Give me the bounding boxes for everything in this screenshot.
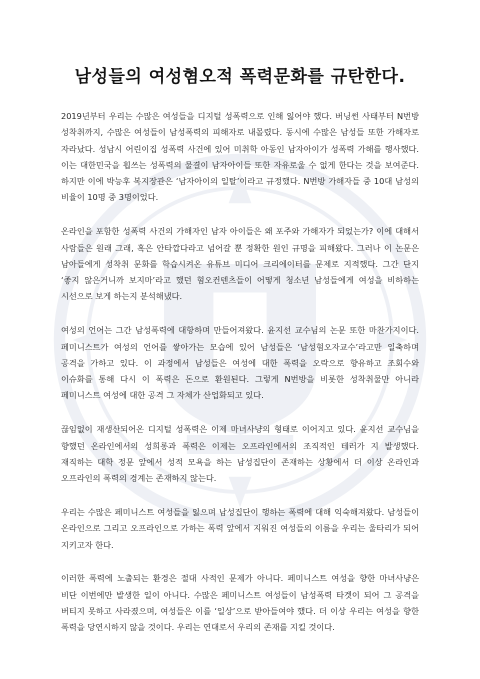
- paragraph-4: 끊임없이 재생산되어온 디지털 성폭력은 이제 마녀사냥의 형태로 이어지고 있다. 윤지선 교수님을 향했던 온라인에서의 성희롱과 폭력은 이제는 오프라인에서의 조직적인 테러가 지 발생했다. 재직하는 대학 정문 앞에서 성적 모욕을 하는 남성집단이 존재하는 상황에서 더 이상 온라인과 오프라인의 폭력의 경계는 존재하지 않는다.: [61, 424, 419, 484]
- paragraph-1: 2019년부터 우리는 수많은 여성들을 디지털 성폭력으로 인해 잃어야 했다. 버닝썬 사태부터 N번방 성착취까지, 수많은 여성들이 남성폭력의 피해자로 내몰렸다. 동시에 수많은 남성들 또한 가해자로 자라났다. 성남시 어린이집 성폭력 사건에 있어 미취학 아동인 남자아이가 성폭력 가해를 행사했다. 이는 대한민국을 휩쓰는 성폭력의 물결이 남자아이들 또한 자유로울 수 없게 한다는 것을 보여준다. 하지만 이에 박능후 복지장관은 ‘남자아이의 일탈’이라고 규정했다. N번방 가해자들 중 10대 남성의 비율이 10명 중 3명이었다.: [61, 111, 419, 203]
- paragraph-5: 우리는 수많은 페미니스트 여성들을 잃으며 남성집단이 행하는 폭력에 대해 익숙해져왔다. 남성들이 온라인으로 그리고 오프라인으로 가하는 폭력 앞에서 지워진 여성들의 이름을 우리는 울타리가 되어 지키고자 한다.: [61, 506, 419, 550]
- document-body: [61, 108, 419, 653]
- paragraph-3: 여성의 언어는 그간 남성폭력에 대항하며 만들어져왔다. 윤지선 교수님의 논문 또한 마찬가지이다. 페미니스트가 여성의 언어를 쌓아가는 모습에 있어 남성들은 ‘남성혐오자교수’라고만 일축하며 공격을 가하고 있다. 이 과정에서 남성들은 여성에 대한 폭력을 오락으로 향유하고 조회수와 이슈화를 통해 다시 이 폭력은 돈으로 환원된다. 그렇게 N번방을 비롯한 성착취물만 아니라 페미니스트 여성에 대한 공격 그 자체가 산업화되고 있다.: [61, 325, 419, 401]
- paragraph-2: 온라인을 포함한 성폭력 사건의 가해자인 남자 아이들은 왜 포주와 가해자가 되었는가? 이에 대해서 사람들은 원래 그래, 혹은 안타깝다라고 넘어갈 뿐 정확한 원인 규명을 피해왔다. 그러나 이 논문은 남아들에게 성착취 문화를 학습시켜온 유튜브 미디어 크리에이터를 문제로 지적했다. 그간 단지 ‘좋지 않은거니까 보지마’라고 했던 혐오컨텐츠들이 어떻게 청소년 남성들에게 여성을 비하하는 시선으로 보게 하는지 분석해냈다.: [61, 226, 419, 302]
- document-title: 남성들의 여성혐오적 폭력문화를 규탄한다.: [74, 67, 406, 87]
- paragraph-6: 이러한 폭력에 노출되는 환경은 절대 사적인 문제가 아니다. 페미니스트 여성을 향한 마녀사냥은 비단 이번에만 발생한 일이 아니다. 수많은 페미니스트 여성들이 남성폭력 타겟이 되어 그 공격을 버티지 못하고 사라졌으며, 여성들은 이를 ‘일상’으로 받아들여야 했다. 더 이상 우리는 여성을 향한 폭력을 당연시하지 않을 것이다. 우리는 연대로서 우리의 존재를 지킬 것이다.: [61, 573, 419, 633]
